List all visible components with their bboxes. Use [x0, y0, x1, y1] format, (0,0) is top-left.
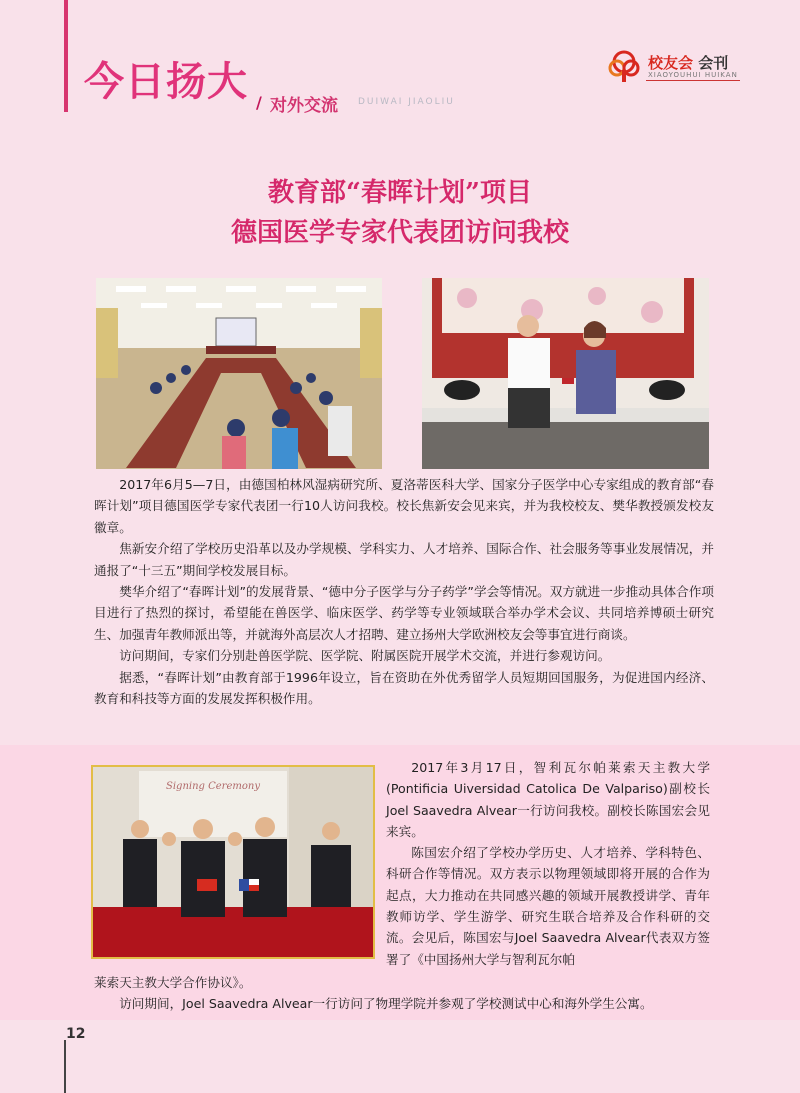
footer-accent-bar	[64, 1040, 66, 1093]
header-accent-bar	[64, 0, 68, 112]
article2-continuation-line: 莱索天主教大学合作协议》。	[94, 975, 252, 990]
section-title: 今日扬大	[84, 59, 248, 105]
header-slash: /	[256, 93, 262, 112]
alumni-logo-icon	[606, 48, 642, 84]
article-title-line2: 德国医学专家代表团访问我校	[230, 218, 569, 248]
article2-body	[386, 757, 710, 970]
article2-last-paragraph: 访问期间，Joel Saavedra Alvear一行访问了物理学院并参观了学校测试中心和海外学生公寓。	[119, 996, 653, 1012]
article1-paragraph: 焦新安介绍了学校历史沿革以及办学规模、学科实力、人才培养、国际合作、社会服务等事业发展情况，并通报了“十三五”期间学校发展目标。	[94, 541, 714, 578]
article2-paragraph: 2017年3月17日，智利瓦尔帕莱索天主教大学(Pontificia Uiversidad Catolica De Valpariso)副校长Joel Saavedra Alvear一行访问我校。副校长陈国宏会见来宾。	[386, 760, 710, 839]
article1-paragraph: 2017年6月5—7日，由德国柏林风湿病研究所、夏洛蒂医科大学、国家分子医学中心专家组成的教育部“春晖计划”项目德国医学专家代表团一行10人访问我校。校长焦新安会见来宾，并为我校校友、樊华教授颁发校友徽章。	[94, 477, 714, 535]
article-title-line1: 教育部“春晖计划”项目	[268, 178, 532, 208]
badge-presentation-photo	[422, 278, 709, 469]
subsection-title: 对外交流	[270, 96, 338, 116]
logo-pinyin: XIAOYOUHUI HUIKAN	[648, 71, 738, 79]
article1-paragraph: 据悉，“春晖计划”由教育部于1996年设立，旨在资助在外优秀留学人员短期回国服务，为促进国内经济、教育和科技等方面的发展发挥积极作用。	[94, 669, 714, 707]
meeting-room-photo	[96, 278, 382, 469]
article1-paragraph: 樊华介绍了“春晖计划”的发展背景、“德中分子医学与分子药学”学会等情况。双方就进一步推动具体合作项目进行了热烈的探讨，希望能在兽医学、临床医学、药学等专业领域联合举办学术会议、共同培养博硕士研究生、加强青年教师派出等，并就海外高层次人才招聘、建立扬州大学欧洲校友会等事宜进行商谈。	[94, 584, 714, 642]
article2-continuation	[94, 972, 714, 1015]
subsection-pinyin: DUIWAI JIAOLIU	[358, 97, 455, 107]
article1-paragraph: 访问期间，专家们分别赴兽医学院、医学院、附属医院开展学术交流，并进行参观访问。	[119, 648, 611, 664]
page-number: 12	[66, 1026, 86, 1042]
alumni-journal-name	[648, 52, 728, 73]
signing-ceremony-photo	[91, 765, 375, 959]
article1-body	[94, 474, 714, 709]
logo-text-red: 校友会	[648, 54, 694, 72]
logo-rule	[646, 80, 740, 81]
article2-paragraph: 陈国宏介绍了学校办学历史、人才培养、学科特色、科研合作等情况。双方表示以物理领域即将开展的合作为起点，大力推动在共同感兴趣的领域开展教授讲学、青年教师访学、学生游学、研究生联合培养及合作科研的交流。会见后，陈国宏与Joel Saavedra Alvear代表双方签署了《中国扬州大学与智利瓦尔帕	[386, 845, 710, 967]
logo-text-gray: 会刊	[698, 54, 729, 72]
photo-banner-text: Signing Ceremony	[166, 781, 260, 792]
